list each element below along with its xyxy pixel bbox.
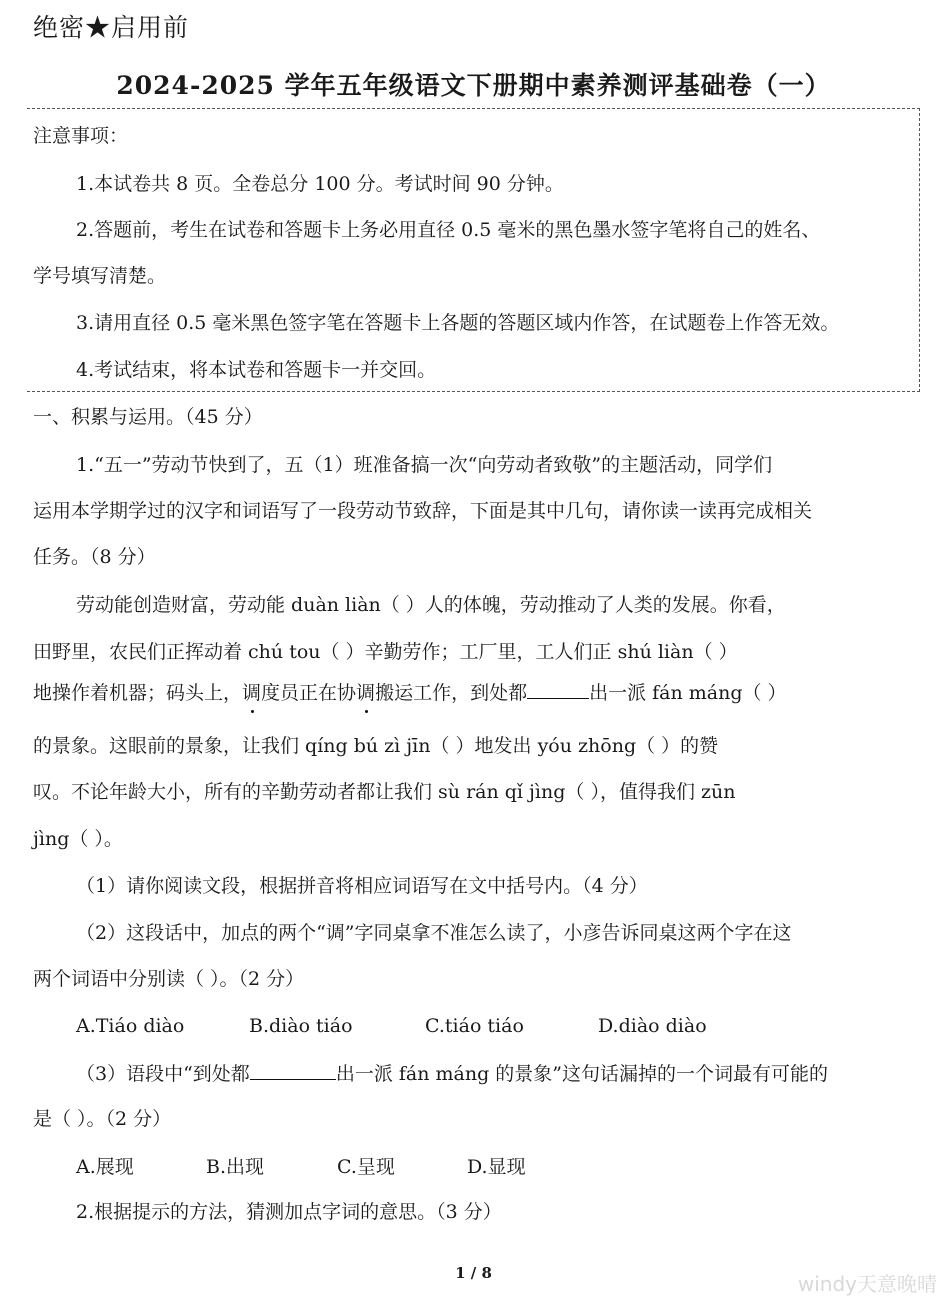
dotted-char: 调 (356, 682, 376, 704)
passage-line-2: 田野里，农民们正挥动着 chú tou（ ）辛勤劳作；工厂里，工人们正 shú liàn（ ） (33, 641, 738, 663)
option-b[interactable]: B.出现 (206, 1156, 265, 1178)
option-a[interactable]: A.Tiáo diào (76, 1015, 185, 1037)
sub2-options (76, 1014, 707, 1038)
notice-heading: 注意事项： (33, 125, 129, 147)
watermark: windy天意晚晴 (797, 1272, 937, 1296)
dotted-char: 调 (242, 682, 262, 704)
notice-item-2-cont: 学号填写清楚。 (33, 265, 167, 287)
sub3-text: （3）语段中“到处都 (76, 1063, 250, 1085)
passage-line-1: 劳动能创造财富，劳动能 duàn liàn（ ）人的体魄，劳动推动了人类的发展。你看， (76, 594, 786, 616)
option-c[interactable]: C.呈现 (337, 1156, 395, 1178)
page-number: 1 / 8 (455, 1264, 492, 1282)
notice-item-4: 4.考试结束，将本试卷和答题卡一并交回。 (76, 359, 437, 381)
q1-intro-line-1: 1.“五一”劳动节快到了，五（1）班准备搞一次“向劳动者致敬”的主题活动，同学们 (76, 454, 773, 476)
passage-line-5: 叹。不论年龄大小，所有的辛勤劳动者都让我们 sù rán qǐ jìng（ ），值得我们 zūn (33, 781, 736, 803)
passage-line-3 (33, 680, 787, 705)
passage-text: 出一派 fán máng（ ） (589, 682, 787, 704)
option-a[interactable]: A.展现 (76, 1156, 134, 1178)
notice-box (27, 108, 920, 392)
notice-item-1: 1.本试卷共 8 页。全卷总分 100 分。考试时间 90 分钟。 (76, 173, 564, 195)
secret-label: 绝密★启用前 (33, 13, 190, 42)
question-2: 2.根据提示的方法，猜测加点字词的意思。（3 分） (76, 1201, 502, 1223)
sub3-text: 出一派 fán máng 的景象”这句话漏掉的一个词最有可能的 (335, 1063, 828, 1085)
q1-intro-line-3: 任务。（8 分） (33, 546, 156, 568)
section-heading: 一、积累与运用。（45 分） (33, 406, 263, 428)
passage-line-4: 的景象。这眼前的景象，让我们 qíng bú zì jīn（ ）地发出 yóu zhōng（ ）的赞 (33, 735, 719, 757)
passage-line-6: jìng（ ）。 (33, 828, 123, 850)
sub-question-3-cont: 是（ ）。（2 分） (33, 1108, 172, 1130)
exam-title: 2024-2025 学年五年级语文下册期中素养测评基础卷（一） (116, 71, 831, 100)
passage-text: 搬运工作，到处都 (375, 682, 528, 704)
sub-question-3 (76, 1061, 828, 1086)
answer-blank[interactable] (527, 680, 589, 699)
q1-intro-line-2: 运用本学期学过的汉字和词语写了一段劳动节致辞，下面是其中几句，请你读一读再完成相关 (33, 500, 813, 522)
passage-text: 度员正在协 (261, 682, 357, 704)
sub-question-2-cont: 两个词语中分别读（ ）。（2 分） (33, 968, 305, 990)
sub-question-1: （1）请你阅读文段，根据拼音将相应词语写在文中括号内。（4 分） (76, 875, 648, 897)
sub3-options (76, 1155, 526, 1179)
notice-item-3: 3.请用直径 0.5 毫米黑色签字笔在答题卡上各题的答题区域内作答，在试题卷上作答无效。 (76, 312, 840, 334)
option-c[interactable]: C.tiáo tiáo (425, 1015, 524, 1037)
passage-text: 地操作着机器；码头上， (33, 682, 243, 704)
notice-item-2: 2.答题前，考生在试卷和答题卡上务必用直径 0.5 毫米的黑色墨水签字笔将自己的姓名、 (76, 219, 821, 241)
option-b[interactable]: B.diào tiáo (249, 1015, 353, 1037)
answer-blank[interactable] (250, 1061, 336, 1080)
sub-question-2: （2）这段话中，加点的两个“调”字同桌拿不准怎么读了，小彦告诉同桌这两个字在这 (76, 922, 792, 944)
option-d[interactable]: D.显现 (467, 1156, 526, 1178)
option-d[interactable]: D.diào diào (598, 1015, 707, 1037)
